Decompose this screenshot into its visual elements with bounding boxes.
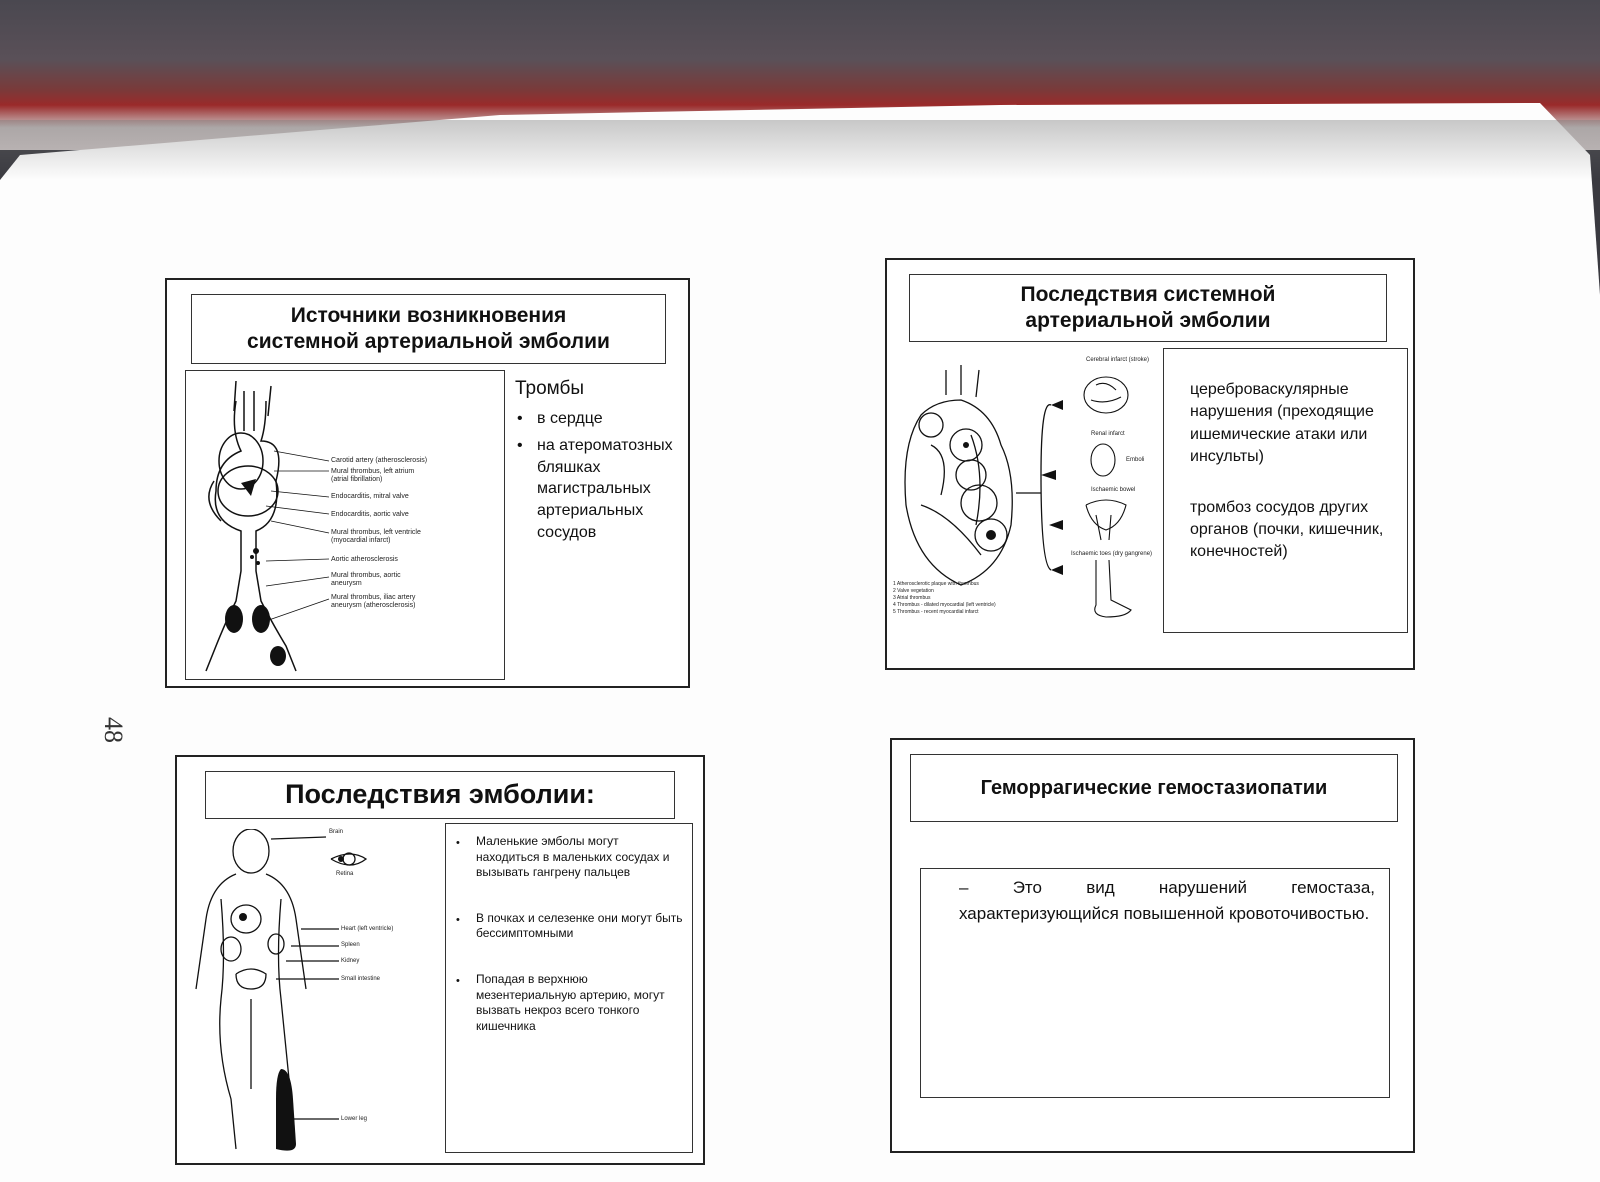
diagram-label: Carotid artery (atherosclerosis) [331, 457, 428, 464]
definition-panel [920, 868, 1390, 1098]
diagram-label: Retina [336, 871, 354, 877]
consequences-text-panel [1163, 348, 1408, 633]
bullet-item: • на атероматозных бляшках магистральных артериальных сосудов [515, 435, 685, 543]
heart-diagram [891, 355, 1163, 625]
organ-thrombosis-text: тромбоз сосудов других органов (почки, кишечник, конечностей) [1190, 498, 1384, 561]
thrombi-text [515, 376, 685, 543]
slide-emboli-sources [165, 278, 690, 688]
body-diagram [181, 829, 441, 1159]
diagram-label: Endocarditis, aortic valve [331, 511, 409, 518]
diagram-label: Kidney [341, 958, 360, 964]
legend-line: 3 Atrial thrombus [893, 595, 931, 601]
page-number: 48 [99, 717, 128, 743]
thrombi-heading: Тромбы [515, 378, 585, 399]
bullet-item: • в сердце [515, 408, 685, 430]
diagram-label: Ischaemic bowel [1091, 487, 1136, 493]
slide-title: Геморрагические гемостазиопатии [910, 754, 1398, 822]
diagram-label: Lower leg [341, 1116, 368, 1122]
diagram-label: (myocardial infarct) [331, 537, 391, 544]
legend-line: 1 Atherosclerotic plaque with thrombus [893, 581, 979, 587]
diagram-label: Endocarditis, mitral valve [331, 493, 409, 500]
legend-line: 5 Thrombus - recent myocardial infarct [893, 609, 979, 615]
human-body-diagram [181, 829, 441, 1159]
slide-title: Последствия эмболии: [205, 771, 675, 819]
diagram-label: (atrial fibrillation) [331, 476, 383, 483]
diagram-label: Mural thrombus, iliac artery [331, 594, 416, 601]
embolism-text-panel [445, 823, 693, 1153]
diagram-label: aneurysm (atherosclerosis) [331, 602, 416, 609]
diagram-label: Ischaemic toes (dry gangrene) [1071, 551, 1153, 557]
diagram-label: Heart (left ventricle) [341, 926, 394, 932]
slide-hemorrhagic-hemostasiopathies [890, 738, 1415, 1153]
diagram-label: Mural thrombus, aortic [331, 572, 401, 579]
bullet-item: • Маленькие эмболы могут находиться в маленьких сосудах и вызывать гангрену пальцев [450, 834, 684, 881]
legend-line: 2 Valve vegetation [893, 588, 934, 594]
diagram-label: Aortic atherosclerosis [331, 556, 398, 563]
diagram-label: Emboli [1126, 457, 1145, 463]
diagram-label: Mural thrombus, left ventricle [331, 529, 421, 536]
diagram-label: Renal infarct [1091, 431, 1125, 437]
slide-title: Последствия системной артериальной эмболии [909, 274, 1387, 342]
thrombi-bullets [515, 408, 685, 544]
cerebrovascular-text: цереброваскулярные нарушения (преходящие ишемические атаки или инсульты) [1190, 381, 1374, 466]
legend-line: 4 Thrombus - dilated myocardial (left ventricle) [893, 602, 996, 608]
diagram-label: Spleen [341, 942, 360, 948]
bullet-item: • В почках и селезенке они могут быть бессимптомными [450, 911, 684, 942]
slide-title: Источники возникновения системной артериальной эмболии [191, 294, 666, 364]
diagram-label: Small intestine [341, 976, 381, 982]
bullet-item: • Попадая в верхнюю мезентериальную артерию, могут вызвать некроз всего тонкого кишечника [450, 972, 684, 1034]
definition-text: – Это вид нарушений гемостаза, характеризующийся повышенной кровоточивостью. [959, 878, 1375, 923]
slide-emboli-consequences [885, 258, 1415, 670]
diagram-label: aneurysm [331, 580, 362, 587]
emboli-sources-diagram [185, 370, 505, 680]
slide-embolism-consequences [175, 755, 705, 1165]
embolism-bullets [450, 834, 684, 1034]
diagram-label: Cerebral infarct (stroke) [1086, 357, 1150, 363]
diagram-label: Brain [329, 829, 344, 835]
aorta-diagram [186, 371, 504, 679]
diagram-label: Mural thrombus, left atrium [331, 468, 415, 475]
